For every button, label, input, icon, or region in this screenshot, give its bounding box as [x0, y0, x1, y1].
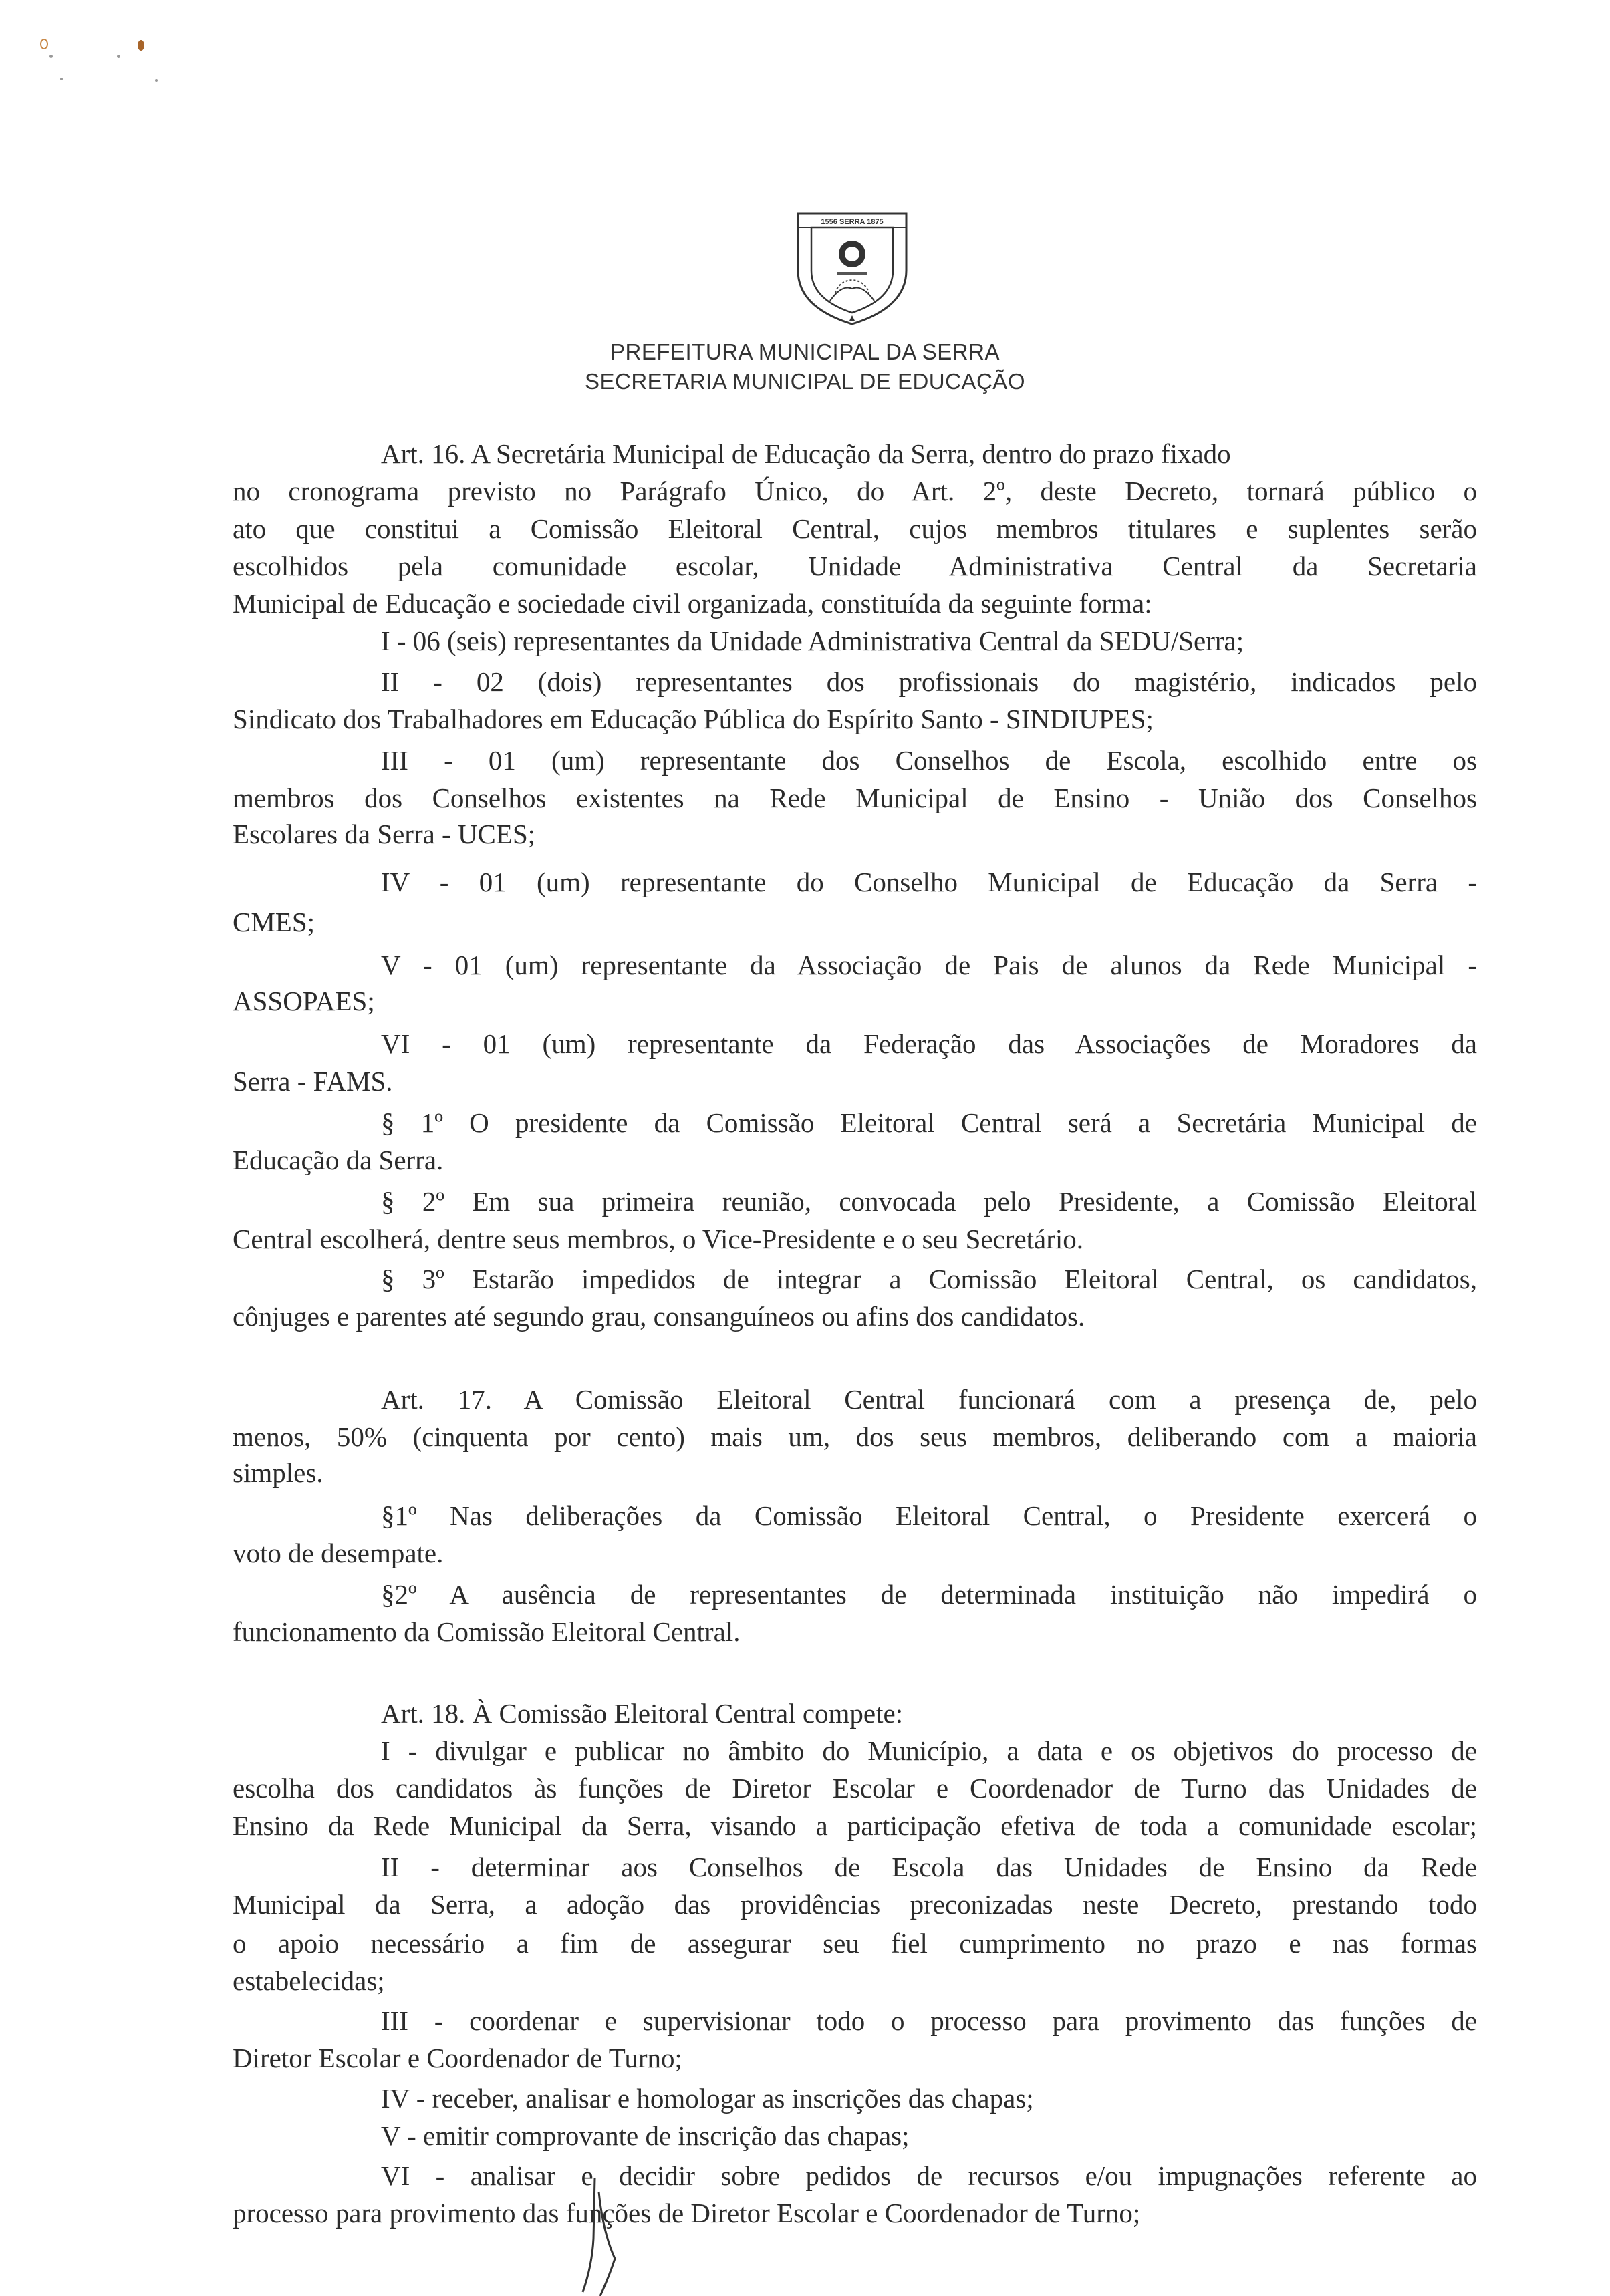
art16-item-iv: IV - 01 (um) representante do Conselho Municipal de Educação da Serra -: [381, 867, 1477, 897]
dust-speck: [49, 55, 53, 58]
art16-line: Municipal de Educação e sociedade civil organizada, constituída da seguinte forma:: [233, 588, 1152, 619]
header-prefeitura: PREFEITURA MUNICIPAL DA SERRA: [610, 339, 1000, 364]
header-secretaria: SECRETARIA MUNICIPAL DE EDUCAÇÃO: [584, 369, 1025, 394]
art18-item-iii: III - coordenar e supervisionar todo o processo para provimento das funções de: [381, 2005, 1477, 2036]
art18-item-iv: IV - receber, analisar e homologar as inscrições das chapas;: [381, 2083, 1034, 2114]
handwritten-signature-mark: [568, 2178, 648, 2296]
art16-item-iii: III - 01 (um) representante dos Conselhos de Escola, escolhido entre os: [381, 745, 1477, 776]
art16-line: ato que constitui a Comissão Eleitoral Central, cujos membros titulares e suplentes serão: [233, 513, 1477, 544]
art16-item-iii-cont: Escolares da Serra - UCES;: [233, 819, 536, 849]
art16-paragraph-1: § 1º O presidente da Comissão Eleitoral Central será a Secretária Municipal de: [381, 1107, 1477, 1138]
art16-item-v-cont: ASSOPAES;: [233, 986, 375, 1016]
art16-item-iv-cont: CMES;: [233, 907, 315, 938]
art17-paragraph-1-cont: voto de desempate.: [233, 1538, 444, 1568]
dust-speck: [117, 55, 120, 58]
stain-mark: [138, 40, 144, 51]
art18-item-ii-cont: Municipal da Serra, a adoção das providências preconizadas neste Decreto, prestando todo: [233, 1889, 1477, 1920]
art16-line: no cronograma previsto no Parágrafo Único, do Art. 2º, deste Decreto, tornará público o: [233, 476, 1477, 507]
art18-item-ii-cont: estabelecidas;: [233, 1965, 385, 1996]
art16-paragraph-3-cont: cônjuges e parentes até segundo grau, consanguíneos ou afins dos candidatos.: [233, 1301, 1085, 1332]
art17-line: Art. 17. A Comissão Eleitoral Central funcionará com a presença de, pelo: [381, 1384, 1477, 1415]
art17-line: menos, 50% (cinquenta por cento) mais um, dos seus membros, deliberando com a maioria: [233, 1421, 1477, 1452]
art16-item-v: V - 01 (um) representante da Associação de Pais de alunos da Rede Municipal -: [381, 950, 1477, 980]
art18-heading: Art. 18. À Comissão Eleitoral Central compete:: [381, 1698, 904, 1729]
art16-item-iii-cont: membros dos Conselhos existentes na Rede Municipal de Ensino - União dos Conselhos: [233, 782, 1477, 813]
art16-item-ii: II - 02 (dois) representantes dos profissionais do magistério, indicados pelo: [381, 666, 1477, 697]
art18-item-iii-cont: Diretor Escolar e Coordenador de Turno;: [233, 2043, 682, 2073]
crest-caption: 1556 SERRA 1875: [821, 218, 884, 226]
art18-item-vi-cont: processo para provimento das funções de Diretor Escolar e Coordenador de Turno;: [233, 2198, 1141, 2229]
art16-line: Art. 16. A Secretária Municipal de Educação da Serra, dentro do prazo fixado: [381, 438, 1231, 469]
art17-paragraph-2: §2º A ausência de representantes de determinada instituição não impedirá o: [381, 1579, 1477, 1610]
art16-item-ii-cont: Sindicato dos Trabalhadores em Educação Pública do Espírito Santo - SINDIUPES;: [233, 704, 1154, 734]
municipal-crest-icon: [789, 207, 916, 327]
stain-mark: [40, 39, 48, 49]
art16-item-vi-cont: Serra - FAMS.: [233, 1066, 393, 1097]
art17-paragraph-2-cont: funcionamento da Comissão Eleitoral Central.: [233, 1616, 741, 1647]
art18-item-v: V - emitir comprovante de inscrição das chapas;: [381, 2120, 910, 2151]
art16-paragraph-1-cont: Educação da Serra.: [233, 1145, 444, 1175]
art18-item-vi: VI - analisar e decidir sobre pedidos de recursos e/ou impugnações referente ao: [381, 2160, 1477, 2191]
dust-speck: [155, 79, 158, 82]
art18-item-ii-cont: o apoio necessário a fim de assegurar seu fiel cumprimento no prazo e nas formas: [233, 1928, 1477, 1959]
art16-item-i: I - 06 (seis) representantes da Unidade Administrativa Central da SEDU/Serra;: [381, 625, 1244, 656]
art16-line: escolhidos pela comunidade escolar, Unidade Administrativa Central da Secretaria: [233, 551, 1477, 581]
art18-item-ii: II - determinar aos Conselhos de Escola das Unidades de Ensino da Rede: [381, 1852, 1477, 1882]
art18-item-i: I - divulgar e publicar no âmbito do Município, a data e os objetivos do processo de: [381, 1735, 1477, 1766]
art18-item-i-cont: escolha dos candidatos às funções de Diretor Escolar e Coordenador de Turno das Unidades de: [233, 1773, 1477, 1804]
art18-item-i-cont: Ensino da Rede Municipal da Serra, visando a participação efetiva de toda a comunidade escolar;: [233, 1810, 1477, 1841]
art16-paragraph-2: § 2º Em sua primeira reunião, convocada pelo Presidente, a Comissão Eleitoral: [381, 1186, 1477, 1217]
art16-paragraph-2-cont: Central escolherá, dentre seus membros, o Vice-Presidente e o seu Secretário.: [233, 1224, 1084, 1254]
art17-line: simples.: [233, 1457, 323, 1488]
art16-item-vi: VI - 01 (um) representante da Federação das Associações de Moradores da: [381, 1028, 1477, 1059]
dust-speck: [60, 78, 63, 80]
art17-paragraph-1: §1º Nas deliberações da Comissão Eleitoral Central, o Presidente exercerá o: [381, 1500, 1477, 1531]
art16-paragraph-3: § 3º Estarão impedidos de integrar a Comissão Eleitoral Central, os candidatos,: [381, 1264, 1477, 1294]
